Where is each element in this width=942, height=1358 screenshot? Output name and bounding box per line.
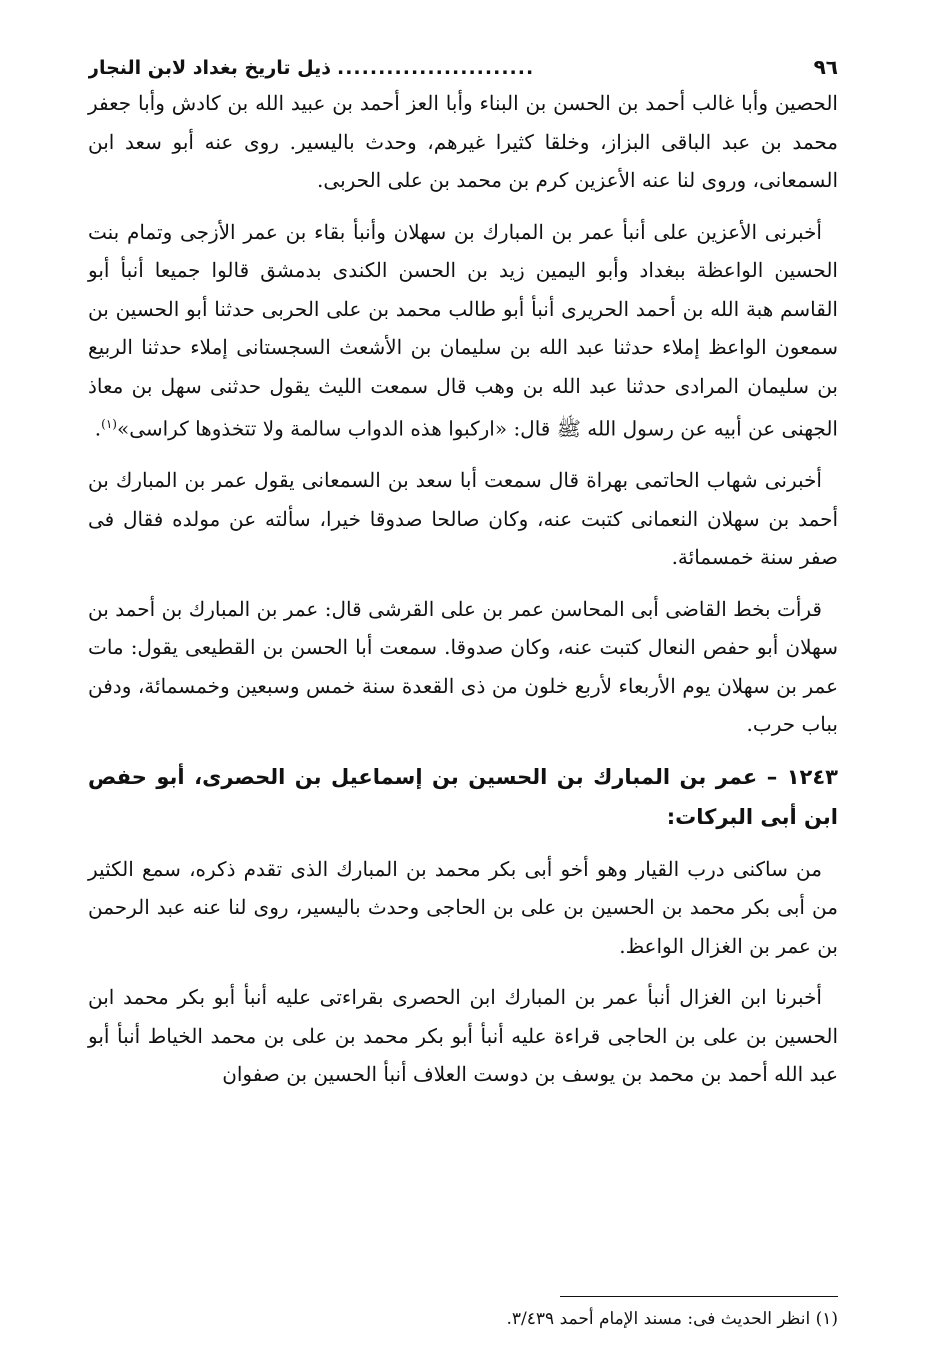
- footnote: (١) انظر الحديث فى: مسند الإمام أحمد ٣/٤٣٩.: [506, 1309, 838, 1329]
- entry-paragraph-chain: أخبرنا ابن الغزال أنبأ عمر بن المبارك ابن الحصرى بقراءتى عليه أنبأ أبو بكر محمد ابن الحسين بن على بن الحاجى قراءة عليه أنبأ أبو بكر محمد بن على بن محمد الخياط أنبأ أبو عبد الله أحمد بن محمد بن يوسف بن دوست العلاف أنبأ الحسين بن صفوان: [88, 985, 838, 1087]
- paragraph-shihab: أخبرنى شهاب الحاتمى بهراة قال سمعت أبا سعد بن السمعانى يقول عمر بن المبارك بن أحمد بن سهلان النعمانى كتبت عنه، وكان صالحا صدوقا خيرا، سألته عن مولده فقال فى صفر سنة خمسمائة.: [88, 468, 838, 570]
- entry-heading: ١٢٤٣ – عمر بن المبارك بن الحسين بن إسماعيل بن الحصرى، أبو حفص ابن أبى البركات:: [88, 764, 838, 829]
- entry-paragraph-bio: من ساكنى درب القيار وهو أخو أبى بكر محمد بن المبارك الذى تقدم ذكره، سمع الكثير من أبى بكر محمد بن الحسين بن على بن الحاجى وحدث باليسير، روى لنا عنه عبد الرحمن بن عمر بن الغزال الواعظ.: [88, 856, 838, 958]
- document-page: [88, 52, 838, 1094]
- quote-end: .: [94, 416, 102, 441]
- paragraph-hadith-chain: [88, 213, 838, 449]
- page-number: ٩٦: [813, 55, 838, 79]
- running-title: ذيل تاريخ بغداد لابن النجار: [88, 57, 331, 79]
- footnote-divider: [560, 1296, 838, 1297]
- header-leader-dots: ........................: [336, 57, 535, 79]
- paragraph-qadi: قرأت بخط القاضى أبى المحاسن عمر بن على القرشى قال: عمر بن المبارك بن أحمد بن سهلان أبو حفص النعال كتبت عنه، وكان صدوقا. سمعت أبا الحسن بن القطيعى يقول: مات عمر بن سهلان يوم الأربعاء لأربع خلون من ذى القعدة سنة خمس وسبعين وخمسمائة، ودفن بباب حرب.: [88, 596, 838, 737]
- paragraph-continuation: الحصين وأبا غالب أحمد بن الحسن بن البناء وأبا العز أحمد بن عبيد الله بن كادش وأبا جعفر محمد بن عبد الباقى البزاز، وخلقا كثيرا غيرهم، وحدث باليسير. روى عنه أبو سعد ابن السمعانى، وروى لنا عنه الأعزين كرم بن محمد بن على الحربى.: [88, 91, 838, 192]
- hadith-text: أخبرنى الأعزين على أنبأ عمر بن المبارك بن سهلان وأنبأ بقاء بن عمر الأزجى وتمام بنت الحسين الواعظة ببغداد وأبو اليمين زيد بن الحسن الكندى بدمشق قالوا جميعا أنبأ أبو القاسم هبة الله بن أحمد الحريرى أنبأ أبو طالب محمد بن على الحربى حدثنا أبو الحسين بن سمعون الواعظ إملاء حدثنا عبد الله بن سليمان بن الأشعث السجستانى إملاء حدثنا الربيع بن سليمان المرادى حدثنا عبد الله بن وهب قال سمعت الليث يقول حدثنى سهل بن معاذ الجهنى عن أبيه عن رسول الله ﷺ قال: «اركبوا هذه الدواب سالمة ولا تتخذوها كراسى»: [88, 219, 838, 441]
- page-header: [88, 52, 838, 84]
- footnote-reference[interactable]: (١): [101, 417, 117, 431]
